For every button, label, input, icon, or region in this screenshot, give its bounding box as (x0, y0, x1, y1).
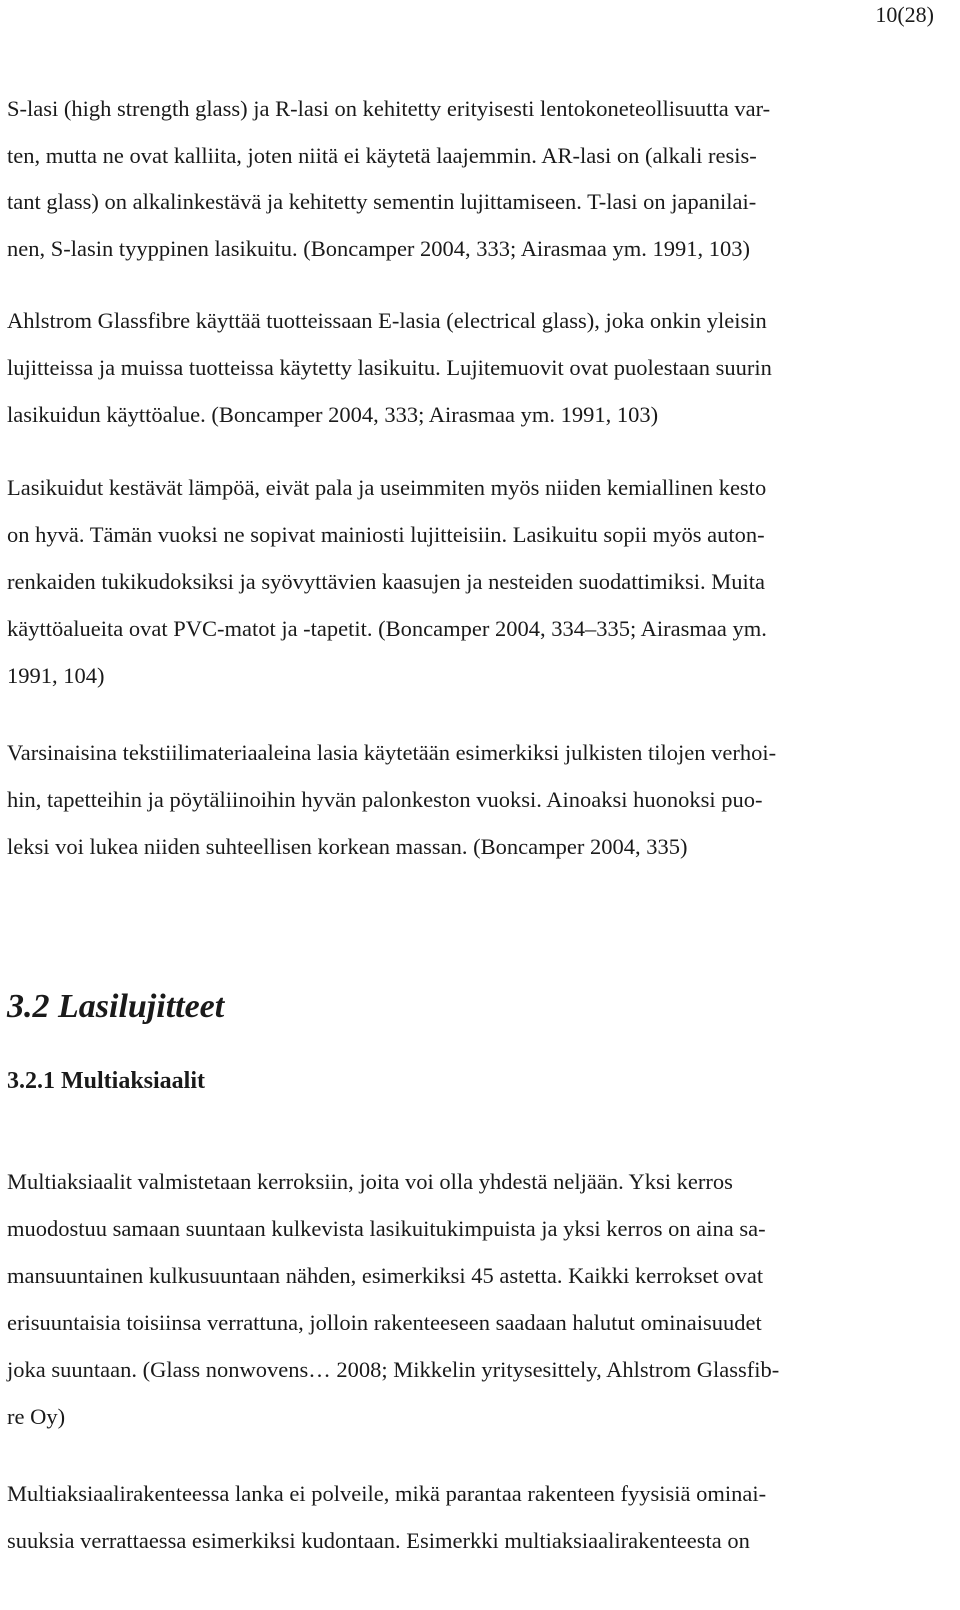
paragraph-textiles (7, 729, 937, 870)
paragraph-multiaxial (7, 1158, 937, 1440)
text-line: Lasikuidut kestävät lämpöä, eivät pala ja useimmiten myös niiden kemiallinen kesto (7, 475, 767, 500)
text-line: tant glass) on alkalinkestävä ja kehitetty sementin lujittamiseen. T-lasi on japanilai- (7, 189, 757, 214)
text-line: suuksia verrattaessa esimerkiksi kudontaan. Esimerkki multiaksiaalirakenteesta on (7, 1528, 750, 1553)
paragraph-ahlstrom (7, 297, 937, 438)
text-line: leksi voi lukea niiden suhteellisen korkean massan. (Boncamper 2004, 335) (7, 834, 688, 859)
document-body (7, 85, 937, 1564)
text-line: erisuuntaisia toisiinsa verrattuna, jolloin rakenteeseen saadaan halutut ominaisuudet (7, 1310, 762, 1335)
text-line: lujitteissa ja muissa tuotteissa käytetty lasikuitu. Lujitemuovit ovat puolestaan suurin (7, 355, 772, 380)
paragraph-properties (7, 464, 937, 699)
text-line: ten, mutta ne ovat kalliita, joten niitä ei käytetä laajemmin. AR-lasi on (alkali resis- (7, 142, 757, 168)
section-heading: 3.2 Lasilujitteet (7, 988, 225, 1025)
text-line: on hyvä. Tämän vuoksi ne sopivat mainiosti lujitteisiin. Lasikuitu sopii myös auton- (7, 522, 765, 547)
text-line: mansuuntainen kulkusuuntaan nähden, esimerkiksi 45 astetta. Kaikki kerrokset ovat (7, 1263, 764, 1288)
text-line: Ahlstrom Glassfibre käyttää tuotteissaan E-lasia (electrical glass), joka onkin yleisin (7, 308, 767, 333)
subsection-heading: 3.2.1 Multiaksiaalit (7, 1068, 206, 1094)
text-line: hin, tapetteihin ja pöytäliinoihin hyvän palonkeston vuoksi. Ainoaksi huonoksi puo- (7, 787, 763, 812)
text-line: joka suuntaan. (Glass nonwovens… 2008; Mikkelin yritysesittely, Ahlstrom Glassfib- (7, 1357, 780, 1382)
text-line: S-lasi (high strength glass) ja R-lasi on kehitetty erityisesti lentokoneteollisuutta var- (7, 96, 771, 121)
page-number: 10(28) (875, 2, 934, 27)
paragraph-glass-types (7, 85, 937, 271)
text-line: Multiaksiaalirakenteessa lanka ei polveile, mikä parantaa rakenteen fyysisiä ominai- (7, 1481, 767, 1506)
text-line: Multiaksiaalit valmistetaan kerroksiin, joita voi olla yhdestä neljään. Yksi kerros (7, 1169, 733, 1194)
text-line: re Oy) (7, 1404, 66, 1429)
paragraph-multiaxial-structure (7, 1470, 937, 1564)
text-line: 1991, 104) (7, 663, 105, 688)
text-line: lasikuidun käyttöalue. (Boncamper 2004, 333; Airasmaa ym. 1991, 103) (7, 402, 659, 427)
text-line: nen, S-lasin tyyppinen lasikuitu. (Boncamper 2004, 333; Airasmaa ym. 1991, 103) (7, 235, 751, 261)
text-line: käyttöalueita ovat PVC-matot ja -tapetit. (Boncamper 2004, 334–335; Airasmaa ym. (7, 616, 767, 641)
text-line: renkaiden tukikudoksiksi ja syövyttävien kaasujen ja nesteiden suodattimiksi. Muita (7, 569, 765, 594)
text-line: Varsinaisina tekstiilimateriaaleina lasia käytetään esimerkiksi julkisten tilojen verhoi- (7, 740, 777, 765)
text-line: muodostuu samaan suuntaan kulkevista lasikuitukimpuista ja yksi kerros on aina sa- (7, 1216, 766, 1241)
